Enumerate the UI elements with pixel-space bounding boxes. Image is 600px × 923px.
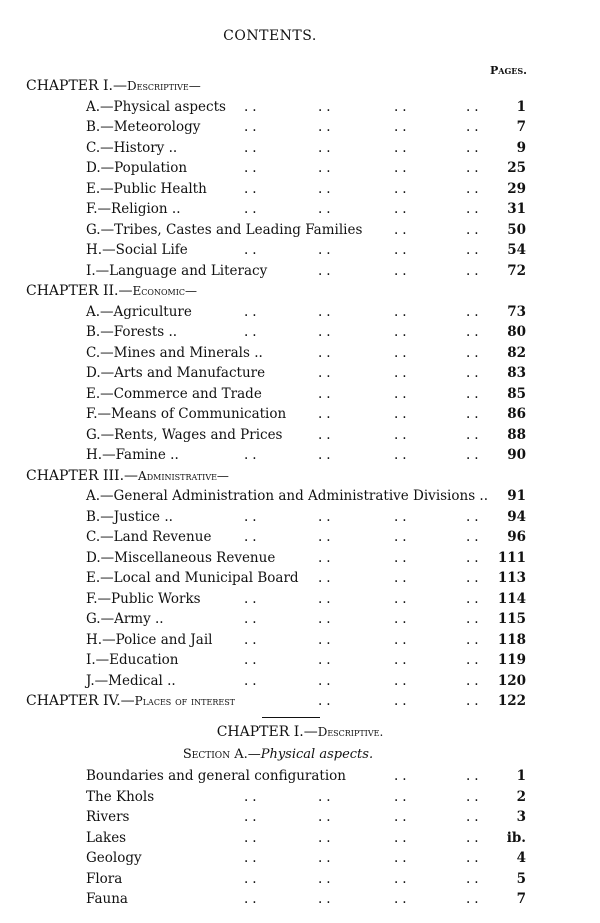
toc-entry[interactable]: .. .. .. .. F.—Religion .. 31 (86, 201, 526, 217)
toc-entry[interactable]: .. .. .. .. I.—Education 119 (86, 652, 526, 668)
toc-entry-label: H.—Social Life (86, 242, 188, 258)
toc-entry-label: B.—Meteorology (86, 119, 201, 135)
toc-entry-page: 115 (497, 611, 526, 627)
toc-entry-page: 4 (516, 850, 526, 866)
toc-entry-label: Flora (86, 870, 123, 887)
chapter-iv-label (26, 693, 237, 709)
toc-entry-label: I.—Education (86, 652, 179, 668)
toc-entry[interactable]: .. .. .. C.—Mines and Minerals .. 82 (86, 344, 526, 361)
toc-entry[interactable]: .. .. .. .. Geology 4 (86, 850, 526, 866)
toc-entry-page: 88 (507, 426, 526, 443)
toc-entry-page: 1 (516, 768, 526, 784)
toc-entry[interactable]: .. .. .. E.—Commerce and Trade 85 (86, 385, 526, 402)
toc-entry-label: B.—Justice .. (86, 508, 173, 525)
toc-entry-page: 29 (507, 180, 526, 197)
toc-entry-label: Rivers (86, 809, 130, 825)
toc-entry-label: A.—Physical aspects (86, 98, 226, 115)
toc-entry-label: Boundaries and general configuration (86, 768, 347, 784)
toc-entry[interactable]: .. .. .. .. B.—Forests .. 80 (86, 324, 526, 340)
toc-entry-label: E.—Public Health (86, 180, 207, 197)
detail-chapter-label: CHAPTER I.— (216, 724, 318, 740)
toc-entry-label: D.—Miscellaneous Revenue (86, 549, 276, 566)
chapter-iv-entry[interactable]: .. .. .. CHAPTER IV.—Places of interest 122 (26, 693, 526, 709)
toc-entry[interactable]: .. .. .. .. C.—History .. 9 (86, 139, 526, 156)
toc-entry[interactable]: .. .. .. .. D.—Population 25 (86, 160, 526, 176)
section-divider (262, 717, 320, 718)
toc-entry-page: 96 (507, 529, 526, 545)
toc-entry[interactable]: .. .. .. .. J.—Medical .. 120 (86, 672, 526, 689)
toc-entry-page: 113 (497, 570, 526, 586)
toc-entry-label: A.—General Administration and Administrative Divisions .. (86, 488, 489, 504)
chapter-subtitle: Economic— (132, 284, 197, 298)
toc-entry-page: 82 (507, 344, 526, 361)
toc-entry[interactable]: .. .. .. .. B.—Meteorology 7 (86, 119, 526, 135)
toc-entry[interactable]: .. .. .. .. Lakes ib. (86, 829, 526, 846)
toc-entry[interactable] (86, 488, 526, 508)
chapter-label: CHAPTER IV.— (26, 693, 135, 709)
toc-entry[interactable]: .. .. G.—Tribes, Castes and Leading Families 50 (86, 221, 526, 238)
detail-section-prefix: Section A.— (182, 747, 261, 762)
toc-entry[interactable]: .. .. .. D.—Miscellaneous Revenue 111 (86, 549, 526, 566)
toc-entry-page: 72 (507, 262, 526, 279)
toc-entry-label: C.—Land Revenue (86, 529, 212, 545)
toc-entry-page: ib. (506, 829, 526, 846)
toc-entry-page: 118 (497, 631, 526, 648)
toc-entry-page: 80 (507, 324, 526, 340)
toc-entry-page: 73 (507, 303, 526, 320)
toc-entry-label: H.—Police and Jail (86, 631, 213, 648)
toc-entry-label: F.—Means of Communication (86, 406, 287, 422)
toc-entry-page: 3 (516, 809, 526, 825)
toc-entry[interactable]: .. .. .. .. The Khols 2 (86, 788, 526, 805)
toc-entry[interactable]: .. .. .. .. F.—Public Works 114 (86, 590, 526, 607)
toc-entry-page: 120 (497, 672, 526, 689)
detail-section-title: Physical aspects. (260, 747, 374, 762)
chapter-heading (26, 283, 197, 299)
toc-entry-page: 85 (507, 385, 526, 402)
toc-entry-label: C.—Mines and Minerals .. (86, 344, 263, 361)
toc-entry-page: 86 (507, 406, 526, 422)
chapter-subtitle: Administrative— (138, 468, 229, 483)
toc-entry-label: J.—Medical .. (86, 672, 176, 689)
toc-entry[interactable]: .. .. .. .. C.—Land Revenue 96 (86, 529, 526, 545)
toc-entry[interactable]: .. .. .. G.—Rents, Wages and Prices 88 (86, 426, 526, 443)
toc-entry-label: G.—Army .. (86, 611, 164, 627)
chapter-label: CHAPTER II.— (26, 283, 133, 299)
toc-entry-label: E.—Local and Municipal Board (86, 570, 299, 586)
toc-entry[interactable]: .. .. .. E.—Local and Municipal Board 113 (86, 570, 526, 586)
pages-column-heading: Pages. (490, 64, 528, 77)
toc-entry[interactable]: .. .. .. .. Flora 5 (86, 870, 526, 887)
toc-entry[interactable]: .. .. .. I.—Language and Literacy 72 (86, 262, 526, 279)
toc-entry-page: 2 (516, 788, 526, 805)
toc-entry[interactable]: .. .. .. .. H.—Social Life 54 (86, 242, 526, 258)
toc-entry-label: I.—Language and Literacy (86, 262, 268, 279)
toc-entry[interactable]: .. .. .. .. B.—Justice .. 94 (86, 508, 526, 525)
toc-entry-label: D.—Arts and Manufacture (86, 365, 266, 381)
toc-entry-page: 90 (507, 447, 526, 463)
toc-entry[interactable]: .. .. .. .. A.—Physical aspects 1 (86, 98, 526, 115)
chapter-subtitle: Places of interest (134, 694, 236, 708)
toc-entry-page: 9 (516, 139, 526, 156)
toc-entry-page: 83 (507, 365, 526, 381)
toc-entry-label: F.—Public Works (86, 590, 201, 607)
toc-entry-page: 5 (516, 870, 526, 887)
toc-entry[interactable]: .. .. .. .. A.—Agriculture 73 (86, 303, 526, 320)
toc-entry[interactable]: .. .. .. .. E.—Public Health 29 (86, 180, 526, 197)
detail-chapter-sub: Descriptive. (317, 725, 384, 739)
toc-entry[interactable]: .. .. .. .. H.—Famine .. 90 (86, 447, 526, 463)
toc-entry-page: 25 (507, 160, 526, 176)
toc-entry-page: 111 (497, 549, 526, 566)
toc-entry-label: D.—Population (86, 160, 188, 176)
toc-entry-page: 54 (507, 242, 526, 258)
toc-entry-label: B.—Forests .. (86, 324, 178, 340)
toc-entry-label: A.—Agriculture (86, 303, 192, 320)
chapter-label: CHAPTER III.— (26, 467, 139, 484)
toc-entry[interactable]: .. .. .. .. Rivers 3 (86, 809, 526, 825)
toc-entry[interactable]: .. .. .. .. Fauna 7 (86, 891, 526, 907)
toc-entry-page: 1 (516, 98, 526, 115)
detail-section-heading (0, 747, 556, 762)
toc-entry-label: Geology (86, 850, 142, 866)
toc-entry-page: 50 (507, 221, 526, 238)
toc-entry-label: C.—History .. (86, 139, 178, 156)
toc-entry[interactable]: .. .. .. .. H.—Police and Jail 118 (86, 631, 526, 648)
toc-entry-page: 7 (516, 119, 526, 135)
chapter-heading (26, 468, 229, 484)
chapter-subtitle: Descriptive— (126, 79, 201, 93)
detail-chapter-heading (0, 724, 600, 740)
chapter-heading (26, 78, 201, 94)
toc-entry-label: E.—Commerce and Trade (86, 385, 262, 402)
toc-entry-label: G.—Rents, Wages and Prices (86, 426, 283, 443)
toc-entry-page: 94 (507, 508, 526, 525)
toc-entry-label: H.—Famine .. (86, 447, 179, 463)
toc-entry-page: 119 (497, 652, 526, 668)
toc-entry-page: 31 (507, 201, 526, 217)
toc-entry-label: G.—Tribes, Castes and Leading Families (86, 221, 363, 238)
toc-entry-page: 122 (497, 693, 526, 709)
toc-entry-page: 91 (507, 488, 526, 504)
toc-entry[interactable]: .. .. Boundaries and general configuration 1 (86, 768, 526, 784)
page-title: CONTENTS. (223, 28, 317, 44)
toc-entry-label: Lakes (86, 829, 127, 846)
toc-entry[interactable]: .. .. .. D.—Arts and Manufacture 83 (86, 365, 526, 381)
toc-entry-page: 114 (497, 590, 526, 607)
toc-entry-label: F.—Religion .. (86, 201, 181, 217)
toc-entry-label: The Khols (86, 788, 155, 805)
toc-entry-page: 7 (516, 891, 526, 907)
toc-entry-label: Fauna (86, 891, 128, 907)
toc-entry[interactable]: .. .. .. F.—Means of Communication 86 (86, 406, 526, 422)
chapter-label: CHAPTER I.— (26, 78, 127, 94)
toc-entry[interactable]: .. .. .. .. G.—Army .. 115 (86, 611, 526, 627)
